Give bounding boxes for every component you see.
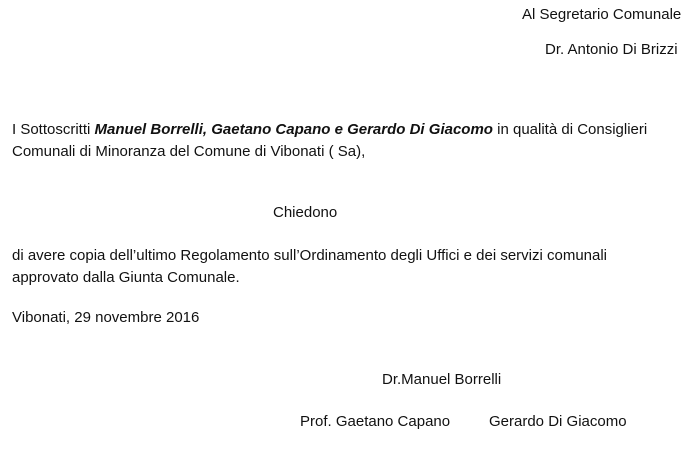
body-line-2: Comunali di Minoranza del Comune di Vibonati ( Sa), [12,143,366,160]
body-line-1 [12,120,647,140]
request-verb: Chiedono [273,204,338,221]
addressee-role: Al Segretario Comunale [522,6,682,23]
date-line: Vibonati, 29 novembre 2016 [12,309,200,326]
addressee-name: Dr. Antonio Di Brizzi [545,41,678,58]
signature-borrelli: Dr.Manuel Borrelli [382,371,502,388]
request-line-2: approvato dalla Giunta Comunale. [12,269,240,286]
body-intro: I Sottoscritti [12,121,95,138]
signature-capano: Prof. Gaetano Capano [300,413,451,430]
signature-digiacomo: Gerardo Di Giacomo [489,413,627,430]
signatory-names: Manuel Borrelli, Gaetano Capano e Gerardo Di Giacomo [94,121,493,138]
request-line-1: di avere copia dell’ultimo Regolamento sull’Ordinamento degli Uffici e dei servizi comunali [12,247,608,264]
body-line-1-rest: in qualità di Consiglieri [492,121,648,138]
